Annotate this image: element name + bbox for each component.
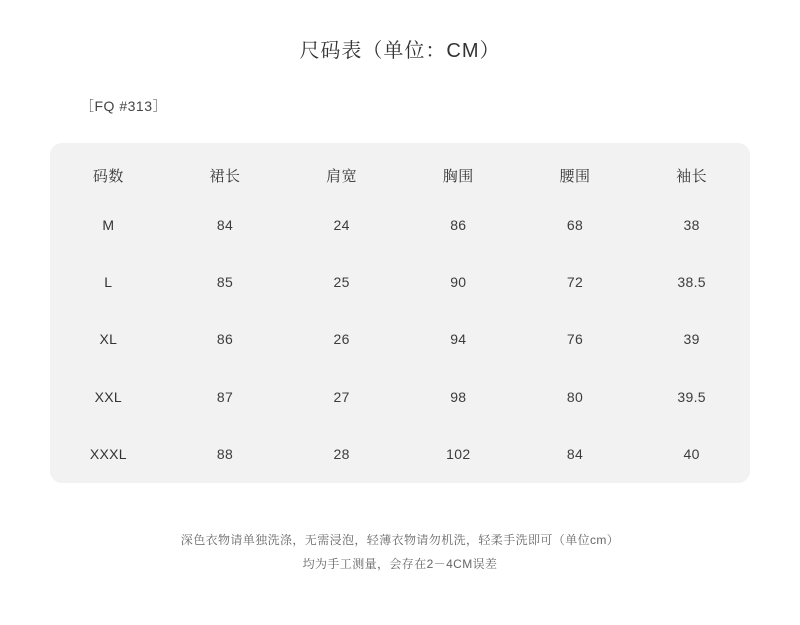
- cell-waist: 80: [566, 388, 584, 405]
- cell-size: XL: [99, 331, 118, 348]
- cell-skirt-length: 87: [216, 388, 234, 405]
- column-header-shoulder-width: 肩宽: [326, 168, 358, 185]
- cell-skirt-length: 84: [216, 216, 234, 233]
- cell-bust: 94: [450, 331, 467, 348]
- cell-shoulder-width: 27: [333, 388, 350, 405]
- page-title: 尺码表（单位：CM）: [299, 40, 501, 62]
- cell-size: M: [102, 216, 115, 233]
- size-table-head: [50, 143, 750, 196]
- table-header-row: [50, 143, 750, 196]
- size-table: [50, 143, 750, 483]
- column-header-bust: 胸围: [442, 168, 474, 185]
- cell-size: XXXL: [89, 446, 127, 463]
- column-header-waist: 腰围: [559, 168, 591, 185]
- cell-sleeve-length: 39: [683, 331, 700, 348]
- cell-shoulder-width: 28: [333, 446, 350, 463]
- care-note-line-2: 均为手工测量，会存在2－4CM误差: [302, 557, 498, 571]
- cell-waist: 68: [566, 216, 584, 233]
- cell-size: L: [104, 274, 113, 291]
- cell-skirt-length: 85: [216, 274, 234, 291]
- cell-bust: 90: [450, 274, 467, 291]
- table-row: [50, 196, 750, 253]
- cell-bust: 102: [446, 446, 471, 463]
- care-note-line-1: 深色衣物请单独洗涤，无需浸泡，轻薄衣物请勿机洗，轻柔手洗即可（单位cm）: [180, 533, 620, 547]
- cell-sleeve-length: 40: [683, 446, 700, 463]
- column-header-skirt-length: 裙长: [209, 168, 241, 185]
- cell-waist: 76: [566, 331, 584, 348]
- cell-waist: 84: [566, 446, 584, 463]
- cell-bust: 98: [450, 388, 467, 405]
- cell-shoulder-width: 24: [333, 216, 350, 233]
- cell-sleeve-length: 38: [683, 216, 700, 233]
- column-header-sleeve-length: 袖长: [676, 168, 708, 185]
- cell-waist: 72: [566, 274, 584, 291]
- table-row: [50, 426, 750, 483]
- table-row: [50, 253, 750, 310]
- cell-shoulder-width: 25: [333, 274, 350, 291]
- table-row: [50, 368, 750, 425]
- table-row: [50, 311, 750, 368]
- sku-label: ［FQ #313］: [80, 98, 167, 114]
- size-table-card: [50, 143, 750, 483]
- column-header-size: 码数: [92, 168, 124, 185]
- cell-shoulder-width: 26: [333, 331, 350, 348]
- cell-skirt-length: 88: [216, 446, 234, 463]
- care-notes: [0, 528, 800, 576]
- cell-bust: 86: [450, 216, 467, 233]
- cell-sleeve-length: 38.5: [677, 274, 706, 291]
- cell-skirt-length: 86: [216, 331, 234, 348]
- size-table-body: [50, 196, 750, 483]
- cell-size: XXL: [94, 388, 123, 405]
- cell-sleeve-length: 39.5: [677, 388, 706, 405]
